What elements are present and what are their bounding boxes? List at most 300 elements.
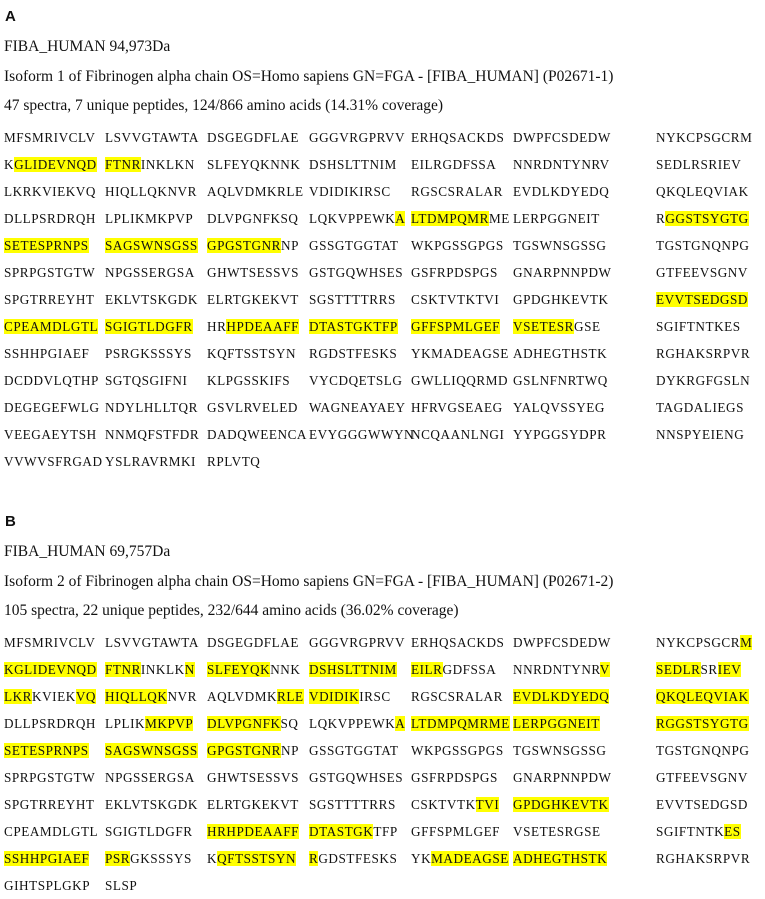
residue-text: ME bbox=[488, 211, 510, 226]
sequence-block-text bbox=[513, 127, 611, 148]
covered-peptide: LKR bbox=[4, 689, 33, 704]
sequence-block-text bbox=[309, 424, 415, 445]
residue-text: NDYLHLLTQR bbox=[105, 400, 198, 415]
residue-text: GTFEEVSGNV bbox=[656, 770, 748, 785]
sequence-block-text bbox=[105, 767, 197, 788]
covered-peptide: SEDLR bbox=[656, 662, 701, 677]
residue-text: DLLPSRDRQH bbox=[4, 716, 96, 731]
sequence-block-text bbox=[513, 289, 609, 310]
residue-text: GDSTFESKS bbox=[318, 851, 398, 866]
sequence-block-text bbox=[656, 713, 748, 734]
sequence-block-text bbox=[4, 370, 99, 391]
residue-text: SGIFTNTK bbox=[656, 824, 725, 839]
residue-text: NNMQFSTFDR bbox=[105, 427, 200, 442]
covered-peptide: IEV bbox=[717, 662, 742, 677]
residue-text: DWPFCSDEDW bbox=[513, 635, 611, 650]
sequence-block-text bbox=[105, 848, 197, 869]
residue-text: VYCDQETSLG bbox=[309, 373, 403, 388]
covered-peptide: MKPVP bbox=[145, 716, 194, 731]
covered-peptide: GPGSTGNR bbox=[207, 238, 282, 253]
covered-peptide: KGLIDEVNQD bbox=[4, 662, 97, 677]
sequence-block-text bbox=[105, 289, 197, 310]
residue-text: DSGEGDFLAE bbox=[207, 635, 299, 650]
covered-peptide: GPGSTGNR bbox=[207, 743, 282, 758]
sequence-block-text bbox=[4, 686, 96, 707]
sequence-block-text bbox=[309, 713, 406, 734]
residue-text: GSFRPDSPGS bbox=[411, 770, 498, 785]
sequence-block-text bbox=[656, 343, 751, 364]
covered-peptide: EVDLKDYEDQ bbox=[513, 689, 610, 704]
sequence-block-text bbox=[105, 686, 197, 707]
covered-peptide: ES bbox=[724, 824, 741, 839]
sequence-block-text bbox=[513, 424, 605, 445]
residue-text: VVWVSFRGAD bbox=[4, 454, 103, 469]
covered-peptide: SETESPRNPS bbox=[4, 238, 89, 253]
residue-text: GNARPNNPDW bbox=[513, 265, 612, 280]
residue-text: SPRPGSTGTW bbox=[4, 770, 96, 785]
sequence-block-text bbox=[4, 316, 99, 337]
sequence-block-text bbox=[411, 767, 503, 788]
sequence-block-text bbox=[207, 794, 299, 815]
covered-peptide: HRHPDEAAFF bbox=[207, 824, 299, 839]
residue-text: GSVLRVELED bbox=[207, 400, 298, 415]
isoform-description: Isoform 2 of Fibrinogen alpha chain OS=Homo sapiens GN=FGA - [FIBA_HUMAN] (P02671-2) bbox=[4, 573, 614, 590]
covered-peptide: SSHHPGIAEF bbox=[4, 851, 90, 866]
sequence-block-text bbox=[207, 397, 299, 418]
sequence-block-text bbox=[207, 235, 299, 256]
sequence-block-text bbox=[411, 370, 509, 391]
residue-text: NP bbox=[281, 238, 299, 253]
sequence-block-text bbox=[105, 875, 197, 896]
sequence-block-text bbox=[207, 208, 299, 229]
sequence-block-text bbox=[207, 316, 299, 337]
residue-text: DADQWEENCA bbox=[207, 427, 307, 442]
sequence-block-text bbox=[513, 848, 608, 869]
covered-peptide: RLE bbox=[277, 689, 304, 704]
residue-text: INKLKN bbox=[140, 157, 195, 172]
sequence-block-text bbox=[4, 794, 96, 815]
sequence-block-text bbox=[411, 848, 509, 869]
sequence-block-text bbox=[105, 316, 197, 337]
residue-text: AQLVDMKRLE bbox=[207, 184, 304, 199]
sequence-block-text bbox=[105, 424, 200, 445]
sequence-block-text bbox=[4, 343, 96, 364]
sequence-block-text bbox=[656, 181, 748, 202]
residue-text: NYKCPSGCRM bbox=[656, 130, 753, 145]
sequence-block-text bbox=[411, 316, 503, 337]
sequence-block-text bbox=[207, 848, 299, 869]
sequence-block-text bbox=[105, 713, 197, 734]
sequence-block-text bbox=[105, 235, 197, 256]
residue-text: ELRTGKEKVT bbox=[207, 797, 299, 812]
sequence-block-text bbox=[656, 370, 751, 391]
sequence-block-text bbox=[4, 848, 96, 869]
sequence-block-text bbox=[513, 397, 605, 418]
sequence-block-text bbox=[207, 686, 304, 707]
residue-text: LPLIK bbox=[105, 716, 146, 731]
residue-text: SGSTTTTRRS bbox=[309, 797, 396, 812]
residue-text: NNRDNTYNR bbox=[513, 662, 600, 677]
sequence-block-text bbox=[309, 127, 406, 148]
sequence-block-text bbox=[656, 740, 748, 761]
residue-text: NPGSSERGSA bbox=[105, 265, 195, 280]
residue-text: GSTGQWHSES bbox=[309, 770, 404, 785]
sequence-block-text bbox=[105, 208, 197, 229]
residue-text: AQLVDMK bbox=[207, 689, 278, 704]
residue-text: LKRKVIEKVQ bbox=[4, 184, 96, 199]
sequence-block-text bbox=[207, 424, 307, 445]
sequence-block-text bbox=[513, 208, 605, 229]
coverage-summary: 47 spectra, 7 unique peptides, 124/866 amino acids (14.31% coverage) bbox=[4, 97, 444, 114]
residue-text: RGHAKSRPVR bbox=[656, 346, 751, 361]
sequence-block-text bbox=[207, 821, 299, 842]
sequence-block-text bbox=[309, 181, 401, 202]
covered-peptide: HPDEAAFF bbox=[226, 319, 299, 334]
sequence-block-text bbox=[4, 875, 96, 896]
covered-peptide: DTASTGK bbox=[309, 824, 374, 839]
sequence-block-text bbox=[513, 343, 608, 364]
covered-peptide: CPEAMDLGTL bbox=[4, 319, 99, 334]
sequence-block-text bbox=[207, 181, 304, 202]
sequence-block-text bbox=[411, 686, 503, 707]
sequence-block-text bbox=[309, 686, 401, 707]
sequence-block-text bbox=[207, 713, 299, 734]
covered-peptide: SAGSWNSGSS bbox=[105, 743, 198, 758]
isoform-description: Isoform 1 of Fibrinogen alpha chain OS=Homo sapiens GN=FGA - [FIBA_HUMAN] (P02671-1) bbox=[4, 68, 614, 85]
residue-text: SR bbox=[700, 662, 718, 677]
sequence-block-text bbox=[4, 181, 96, 202]
covered-peptide: SETESPRNPS bbox=[4, 743, 89, 758]
covered-peptide: LERPGGNEIT bbox=[513, 716, 600, 731]
sequence-block-text bbox=[105, 154, 197, 175]
residue-text: ERHQSACKDS bbox=[411, 130, 505, 145]
covered-peptide: LTDMPQMRME bbox=[411, 716, 510, 731]
residue-text: GIHTSPLGKP bbox=[4, 878, 91, 893]
covered-peptide: V bbox=[599, 662, 610, 677]
sequence-block-text bbox=[4, 740, 96, 761]
sequence-block-text bbox=[411, 181, 503, 202]
residue-text: WKPGSSGPGS bbox=[411, 743, 504, 758]
residue-text: LQKVPPEWK bbox=[309, 716, 396, 731]
residue-text: PSRGKSSSYS bbox=[105, 346, 192, 361]
sequence-block-text bbox=[4, 397, 100, 418]
protein-mass: FIBA_HUMAN 69,757Da bbox=[4, 543, 171, 560]
residue-text: INKLK bbox=[140, 662, 185, 677]
residue-text: GFFSPMLGEF bbox=[411, 824, 501, 839]
covered-peptide: GLIDEVNQD bbox=[14, 157, 97, 172]
covered-peptide: EILR bbox=[411, 662, 443, 677]
sequence-block-text bbox=[4, 127, 96, 148]
sequence-block-text bbox=[105, 632, 197, 653]
sequence-block-text bbox=[513, 713, 605, 734]
residue-text: K bbox=[4, 157, 15, 172]
residue-text: TGSTGNQNPG bbox=[656, 743, 750, 758]
covered-peptide: DSHSLTTNIM bbox=[309, 662, 397, 677]
residue-text: KVIEK bbox=[32, 689, 76, 704]
sequence-block-text bbox=[411, 289, 503, 310]
residue-text: SLFEYQKNNK bbox=[207, 157, 301, 172]
residue-text: RGSCSRALAR bbox=[411, 689, 503, 704]
sequence-block-text bbox=[411, 343, 509, 364]
residue-text: TFP bbox=[373, 824, 398, 839]
covered-peptide: SAGSWNSGSS bbox=[105, 238, 198, 253]
sequence-block-text bbox=[513, 181, 610, 202]
sequence-block-text bbox=[411, 208, 510, 229]
sequence-block-text bbox=[411, 740, 503, 761]
sequence-block-text bbox=[309, 659, 401, 680]
residue-text: NYKCPSGCR bbox=[656, 635, 741, 650]
sequence-block-text bbox=[513, 235, 605, 256]
residue-text: VSETESRGSE bbox=[513, 824, 601, 839]
sequence-block-text bbox=[309, 316, 401, 337]
sequence-block-text bbox=[513, 659, 610, 680]
sequence-block-text bbox=[656, 127, 753, 148]
residue-text: MFSMRIVCLV bbox=[4, 130, 96, 145]
residue-text: R bbox=[656, 211, 666, 226]
residue-text: GWLLIQQRMD bbox=[411, 373, 509, 388]
residue-text: TGSWNSGSSG bbox=[513, 743, 607, 758]
sequence-block-text bbox=[513, 794, 609, 815]
sequence-block-text bbox=[656, 632, 753, 653]
residue-text: IRSC bbox=[359, 689, 391, 704]
sequence-block-text bbox=[309, 262, 404, 283]
residue-text: GPDGHKEVTK bbox=[513, 292, 609, 307]
sequence-block-text bbox=[513, 632, 611, 653]
residue-text: YK bbox=[411, 851, 432, 866]
sequence-block-text bbox=[309, 289, 401, 310]
covered-peptide: QKQLEQVIAK bbox=[656, 689, 749, 704]
sequence-block-text bbox=[411, 127, 503, 148]
sequence-block-text bbox=[105, 127, 197, 148]
residue-text: GKSSSYS bbox=[130, 851, 192, 866]
covered-peptide: VSETESR bbox=[513, 319, 575, 334]
panel-letter: B bbox=[5, 513, 16, 530]
sequence-block-text bbox=[513, 686, 610, 707]
sequence-block-text bbox=[513, 262, 612, 283]
sequence-block-text bbox=[309, 794, 401, 815]
covered-peptide: A bbox=[395, 716, 406, 731]
sequence-block-text bbox=[105, 181, 197, 202]
sequence-block-text bbox=[4, 424, 96, 445]
residue-text: GSE bbox=[574, 319, 601, 334]
covered-peptide: HIQLLQK bbox=[105, 689, 168, 704]
covered-peptide: N bbox=[184, 662, 195, 677]
sequence-block-text bbox=[105, 740, 197, 761]
sequence-block-text bbox=[4, 262, 96, 283]
residue-text: EILRGDFSSA bbox=[411, 157, 497, 172]
sequence-block-text bbox=[4, 659, 96, 680]
residue-text: K bbox=[207, 851, 218, 866]
sequence-block-text bbox=[411, 424, 503, 445]
sequence-block-text bbox=[656, 289, 748, 310]
residue-text: YYPGGSYDPR bbox=[513, 427, 607, 442]
residue-text: CPEAMDLGTL bbox=[4, 824, 99, 839]
covered-peptide: GFFSPMLGEF bbox=[411, 319, 501, 334]
residue-text: TAGDALIEGS bbox=[656, 400, 744, 415]
residue-text: TGSTGNQNPG bbox=[656, 238, 750, 253]
residue-text: WKPGSSGPGS bbox=[411, 238, 504, 253]
residue-text: NP bbox=[281, 743, 299, 758]
residue-text: GSLNFNRTWQ bbox=[513, 373, 608, 388]
residue-text: SGTQSGIFNI bbox=[105, 373, 188, 388]
residue-text: GSTGQWHSES bbox=[309, 265, 404, 280]
sequence-block-text bbox=[309, 397, 406, 418]
residue-text: GGGVRGPRVV bbox=[309, 635, 406, 650]
residue-text: YSLRAVRMKI bbox=[105, 454, 196, 469]
residue-text: SPGTRREYHT bbox=[4, 797, 95, 812]
sequence-block-text bbox=[4, 235, 96, 256]
residue-text: NNRDNTYNRV bbox=[513, 157, 610, 172]
sequence-block-text bbox=[656, 424, 748, 445]
sequence-block-text bbox=[309, 208, 406, 229]
sequence-block-text bbox=[4, 767, 96, 788]
sequence-block-text bbox=[309, 343, 401, 364]
residue-text: DLVPGNFKSQ bbox=[207, 211, 299, 226]
sequence-block-text bbox=[513, 370, 608, 391]
residue-text: SLSP bbox=[105, 878, 138, 893]
protein-mass: FIBA_HUMAN 94,973Da bbox=[4, 38, 171, 55]
sequence-block-text bbox=[656, 821, 748, 842]
sequence-block-text bbox=[411, 821, 503, 842]
residue-text: EVYGGGWWYN bbox=[309, 427, 415, 442]
residue-text: RGSCSRALAR bbox=[411, 184, 503, 199]
residue-text: GSSGTGGTAT bbox=[309, 238, 399, 253]
residue-text: GHWTSESSVS bbox=[207, 770, 299, 785]
residue-text: VDIDIKIRSC bbox=[309, 184, 391, 199]
sequence-block-text bbox=[656, 208, 748, 229]
sequence-block-text bbox=[207, 767, 299, 788]
sequence-block-text bbox=[4, 713, 96, 734]
sequence-block-text bbox=[656, 262, 748, 283]
sequence-block-text bbox=[207, 127, 299, 148]
residue-text: NNSPYEIENG bbox=[656, 427, 745, 442]
residue-text: SGIGTLDGFR bbox=[105, 824, 193, 839]
residue-text: LERPGGNEIT bbox=[513, 211, 600, 226]
residue-text: EVVTSEDGSD bbox=[656, 797, 748, 812]
sequence-block-text bbox=[207, 370, 299, 391]
sequence-block-text bbox=[309, 740, 401, 761]
coverage-summary: 105 spectra, 22 unique peptides, 232/644 amino acids (36.02% coverage) bbox=[4, 602, 459, 619]
sequence-block-text bbox=[309, 767, 404, 788]
residue-text: HFRVGSEAEG bbox=[411, 400, 503, 415]
sequence-block-text bbox=[4, 451, 103, 472]
residue-text: MFSMRIVCLV bbox=[4, 635, 96, 650]
sequence-block-text bbox=[411, 154, 503, 175]
covered-peptide: SGIGTLDGFR bbox=[105, 319, 193, 334]
sequence-block-text bbox=[656, 686, 748, 707]
covered-peptide: QFTSSTSYN bbox=[217, 851, 297, 866]
sequence-block-text bbox=[656, 235, 748, 256]
covered-peptide: SLFEYQK bbox=[207, 662, 271, 677]
sequence-block-text bbox=[309, 848, 401, 869]
residue-text: DCDDVLQTHP bbox=[4, 373, 99, 388]
covered-peptide: DLVPGNFK bbox=[207, 716, 281, 731]
sequence-block-text bbox=[207, 262, 299, 283]
residue-text: CSKTVTKTVI bbox=[411, 292, 500, 307]
sequence-block-text bbox=[411, 794, 503, 815]
sequence-block-text bbox=[105, 262, 197, 283]
residue-text: GGGVRGPRVV bbox=[309, 130, 406, 145]
covered-peptide: A bbox=[395, 211, 406, 226]
sequence-block-text bbox=[207, 289, 299, 310]
residue-text: SQ bbox=[280, 716, 299, 731]
residue-text: HR bbox=[207, 319, 227, 334]
covered-peptide: DTASTGKTFP bbox=[309, 319, 398, 334]
covered-peptide: FTNR bbox=[105, 662, 141, 677]
residue-text: EKLVTSKGDK bbox=[105, 292, 198, 307]
residue-text: KQFTSSTSYN bbox=[207, 346, 297, 361]
panel-letter: A bbox=[5, 8, 16, 25]
residue-text: ERHQSACKDS bbox=[411, 635, 505, 650]
sequence-block-text bbox=[309, 632, 406, 653]
sequence-block-text bbox=[207, 154, 299, 175]
residue-text: TGSWNSGSSG bbox=[513, 238, 607, 253]
residue-text: SSHHPGIAEF bbox=[4, 346, 90, 361]
residue-text: WAGNEAYAEY bbox=[309, 400, 406, 415]
residue-text: GSSGTGGTAT bbox=[309, 743, 399, 758]
sequence-block-text bbox=[207, 659, 299, 680]
covered-peptide: PSR bbox=[105, 851, 131, 866]
sequence-block-text bbox=[513, 316, 605, 337]
covered-peptide: GGSTSYGTG bbox=[665, 211, 749, 226]
sequence-block-text bbox=[4, 289, 96, 310]
residue-text: DSGEGDFLAE bbox=[207, 130, 299, 145]
residue-text: VEEGAEYTSH bbox=[4, 427, 97, 442]
covered-peptide: M bbox=[740, 635, 753, 650]
residue-text: NPGSSERGSA bbox=[105, 770, 195, 785]
sequence-block-text bbox=[411, 632, 503, 653]
residue-text: SPRPGSTGTW bbox=[4, 265, 96, 280]
residue-text: HIQLLQKNVR bbox=[105, 184, 197, 199]
sequence-block-text bbox=[656, 154, 748, 175]
sequence-block-text bbox=[513, 740, 605, 761]
residue-text: GHWTSESSVS bbox=[207, 265, 299, 280]
sequence-block-text bbox=[207, 632, 299, 653]
residue-text: DYKRGFGSLN bbox=[656, 373, 751, 388]
residue-text: DWPFCSDEDW bbox=[513, 130, 611, 145]
sequence-block-text bbox=[207, 740, 299, 761]
covered-peptide: VDIDIK bbox=[309, 689, 360, 704]
residue-text: GNARPNNPDW bbox=[513, 770, 612, 785]
sequence-block-text bbox=[411, 659, 503, 680]
residue-text: KLPGSSKIFS bbox=[207, 373, 291, 388]
sequence-block-text bbox=[4, 154, 96, 175]
sequence-block-text bbox=[513, 767, 612, 788]
sequence-block-text bbox=[309, 235, 401, 256]
sequence-block-text bbox=[513, 821, 605, 842]
residue-text: GDFSSA bbox=[442, 662, 497, 677]
residue-text: EKLVTSKGDK bbox=[105, 797, 198, 812]
residue-text: RGHAKSRPVR bbox=[656, 851, 751, 866]
covered-peptide: RGGSTSYGTG bbox=[656, 716, 749, 731]
residue-text: CSKTVTK bbox=[411, 797, 476, 812]
residue-text: YALQVSSYEG bbox=[513, 400, 605, 415]
residue-text: LPLIKMKPVP bbox=[105, 211, 194, 226]
sequence-block-text bbox=[105, 370, 197, 391]
covered-peptide: FTNR bbox=[105, 157, 141, 172]
residue-text: GTFEEVSGNV bbox=[656, 265, 748, 280]
covered-peptide: ADHEGTHSTK bbox=[513, 851, 608, 866]
covered-peptide: EVVTSEDGSD bbox=[656, 292, 748, 307]
sequence-block-text bbox=[105, 794, 197, 815]
residue-text: ELRTGKEKVT bbox=[207, 292, 299, 307]
covered-peptide: LTDMPQMR bbox=[411, 211, 489, 226]
residue-text: YKMADEAGSE bbox=[411, 346, 509, 361]
residue-text: NVR bbox=[167, 689, 197, 704]
sequence-block-text bbox=[105, 397, 197, 418]
sequence-block-text bbox=[105, 451, 197, 472]
sequence-block-text bbox=[309, 821, 401, 842]
